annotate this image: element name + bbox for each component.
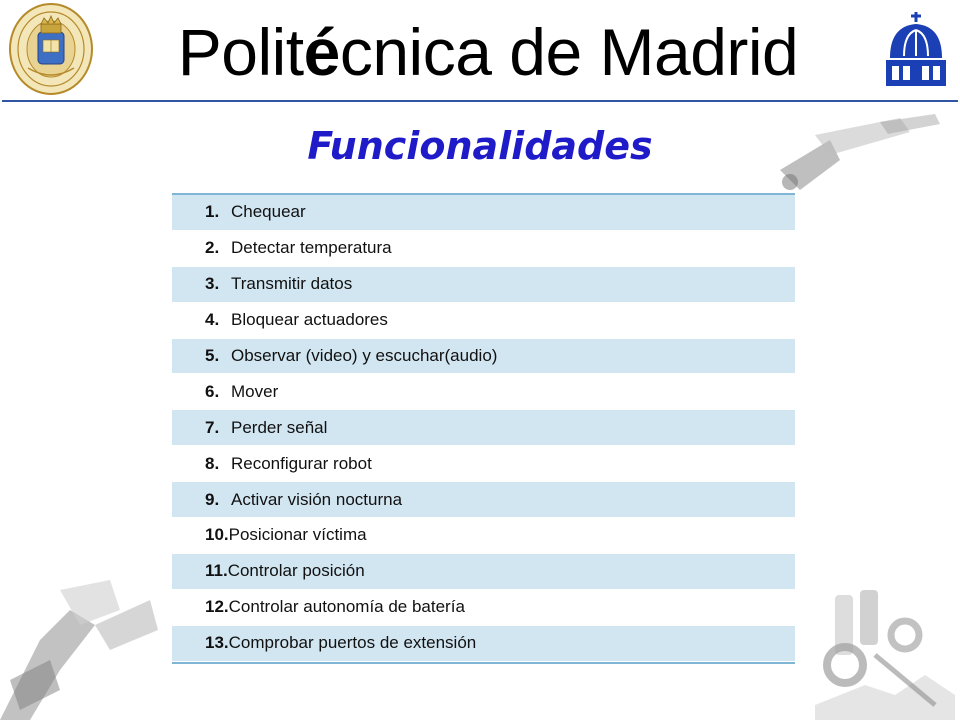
list-item — [172, 231, 795, 267]
list-item — [172, 410, 795, 446]
header-title-accent: é — [303, 15, 340, 89]
robot-arm-decoration-bottom-left — [0, 570, 160, 720]
item-number: 2. — [205, 238, 220, 258]
header-title-part2: cnica de Madrid — [339, 15, 799, 89]
item-label: Chequear — [231, 202, 306, 222]
item-number: 9. — [205, 489, 220, 509]
list-item — [172, 518, 795, 554]
robot-gripper-decoration-bottom-right — [805, 585, 960, 720]
item-label: Observar (video) y escuchar(audio) — [231, 346, 498, 365]
item-label: Controlar autonomía de batería — [228, 597, 465, 617]
list-item — [172, 374, 795, 410]
item-number: 6. — [205, 381, 220, 401]
list-item — [172, 267, 795, 303]
list-item — [172, 590, 795, 626]
header-title-part1: Polit — [177, 15, 304, 89]
list-item — [172, 303, 795, 339]
item-label: Perder señal — [231, 417, 328, 437]
item-label: Mover — [231, 381, 279, 401]
dome-logo-icon — [880, 6, 952, 92]
list-item — [172, 554, 795, 590]
list-item — [172, 626, 795, 662]
item-label: Posicionar víctima — [228, 525, 367, 545]
item-label: Transmitir datos — [231, 274, 353, 294]
slide-title: Funcionalidades — [307, 124, 653, 168]
item-number: 4. — [205, 310, 220, 330]
list-item — [172, 339, 795, 375]
item-number: 11. — [205, 561, 228, 581]
item-number: 13. — [205, 633, 229, 653]
item-label: Reconfigurar robot — [231, 453, 372, 473]
list-item — [172, 446, 795, 482]
functions-table — [172, 193, 795, 664]
item-number: 12. — [205, 597, 229, 617]
item-label: Detectar temperatura — [231, 238, 392, 258]
list-item — [172, 195, 795, 231]
item-number: 7. — [205, 417, 220, 437]
item-number: 1. — [205, 202, 220, 222]
header-title — [0, 14, 960, 90]
item-label: Bloquear actuadores — [231, 310, 388, 330]
list-item — [172, 482, 795, 518]
item-number: 3. — [205, 274, 220, 294]
item-number: 10. — [205, 525, 229, 545]
item-label: Comprobar puertos de extensión — [228, 633, 477, 653]
item-number: 8. — [205, 453, 220, 473]
item-label: Controlar posición — [227, 561, 365, 581]
item-label: Activar visión nocturna — [231, 489, 403, 509]
header-divider — [2, 100, 958, 102]
item-number: 5. — [205, 346, 220, 365]
